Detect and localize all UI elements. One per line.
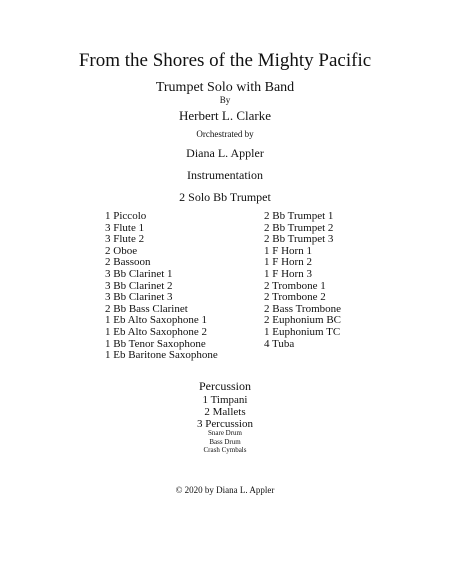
instrument-item: 1 Eb Alto Saxophone 2 bbox=[105, 325, 208, 338]
orchestrator-name: Diana L. Appler bbox=[186, 146, 264, 160]
instrument-item: 1 Piccolo bbox=[105, 210, 147, 222]
instrument-item: 2 Bb Bass Clarinet bbox=[105, 302, 188, 315]
instrument-item: 2 Bass Trombone bbox=[264, 302, 342, 315]
instrument-item: 2 Euphonium BC bbox=[264, 314, 342, 327]
instrument-item: 1 F Horn 2 bbox=[264, 256, 312, 269]
instrument-list-left bbox=[105, 211, 218, 362]
instrument-item: 2 Trombone 2 bbox=[264, 291, 326, 304]
percussion-item: 2 Mallets bbox=[204, 406, 246, 418]
instrument-item: 1 Eb Baritone Saxophone bbox=[105, 349, 218, 362]
instrument-item: 3 Flute 2 bbox=[105, 233, 145, 246]
percussion-sub-item: Snare Drum bbox=[207, 429, 243, 437]
instrument-list-right bbox=[264, 211, 341, 350]
instrument-item: 1 Eb Alto Saxophone 1 bbox=[105, 314, 208, 327]
instrumentation-heading: Instrumentation bbox=[187, 168, 263, 182]
instrument-item: 3 Flute 1 bbox=[105, 221, 145, 234]
percussion-sub-item: Bass Drum bbox=[209, 437, 241, 446]
percussion-list bbox=[0, 394, 450, 430]
percussion-sub-item: Crash Cymbals bbox=[203, 446, 247, 454]
instrument-item: 2 Bb Trumpet 3 bbox=[264, 233, 334, 246]
orchestrated-by-label: Orchestrated by bbox=[196, 129, 254, 139]
instrument-item: 3 Bb Clarinet 1 bbox=[105, 267, 173, 280]
percussion-item: 1 Timpani bbox=[202, 394, 248, 406]
solo-instrument-line: 2 Solo Bb Trumpet bbox=[179, 190, 271, 204]
instrument-item: 2 Trombone 1 bbox=[264, 279, 326, 292]
instrument-item: 3 Bb Clarinet 2 bbox=[105, 279, 173, 292]
piece-title: From the Shores of the Mighty Pacific bbox=[78, 50, 372, 71]
instrument-item: 3 Bb Clarinet 3 bbox=[105, 291, 173, 304]
instrument-item: 1 Bb Tenor Saxophone bbox=[105, 337, 206, 350]
instrument-item: 2 Bb Trumpet 2 bbox=[264, 221, 334, 234]
composer-name: Herbert L. Clarke bbox=[178, 108, 272, 123]
instrument-item: 2 Oboe bbox=[105, 244, 138, 257]
piece-subtitle: Trumpet Solo with Band bbox=[155, 80, 295, 95]
percussion-sub-list bbox=[0, 429, 450, 455]
instrument-item: 1 F Horn 1 bbox=[264, 244, 312, 257]
copyright-notice: © 2020 by Diana L. Appler bbox=[175, 485, 275, 495]
instrument-item: 2 Bb Trumpet 1 bbox=[264, 210, 334, 222]
instrument-item: 1 F Horn 3 bbox=[264, 267, 312, 280]
by-label: By bbox=[219, 95, 231, 105]
instrument-item: 1 Euphonium TC bbox=[264, 325, 341, 338]
instrument-item: 2 Bassoon bbox=[105, 256, 151, 269]
instrument-item: 4 Tuba bbox=[264, 337, 295, 350]
percussion-heading: Percussion bbox=[199, 379, 251, 393]
percussion-item: 3 Percussion bbox=[197, 418, 253, 430]
